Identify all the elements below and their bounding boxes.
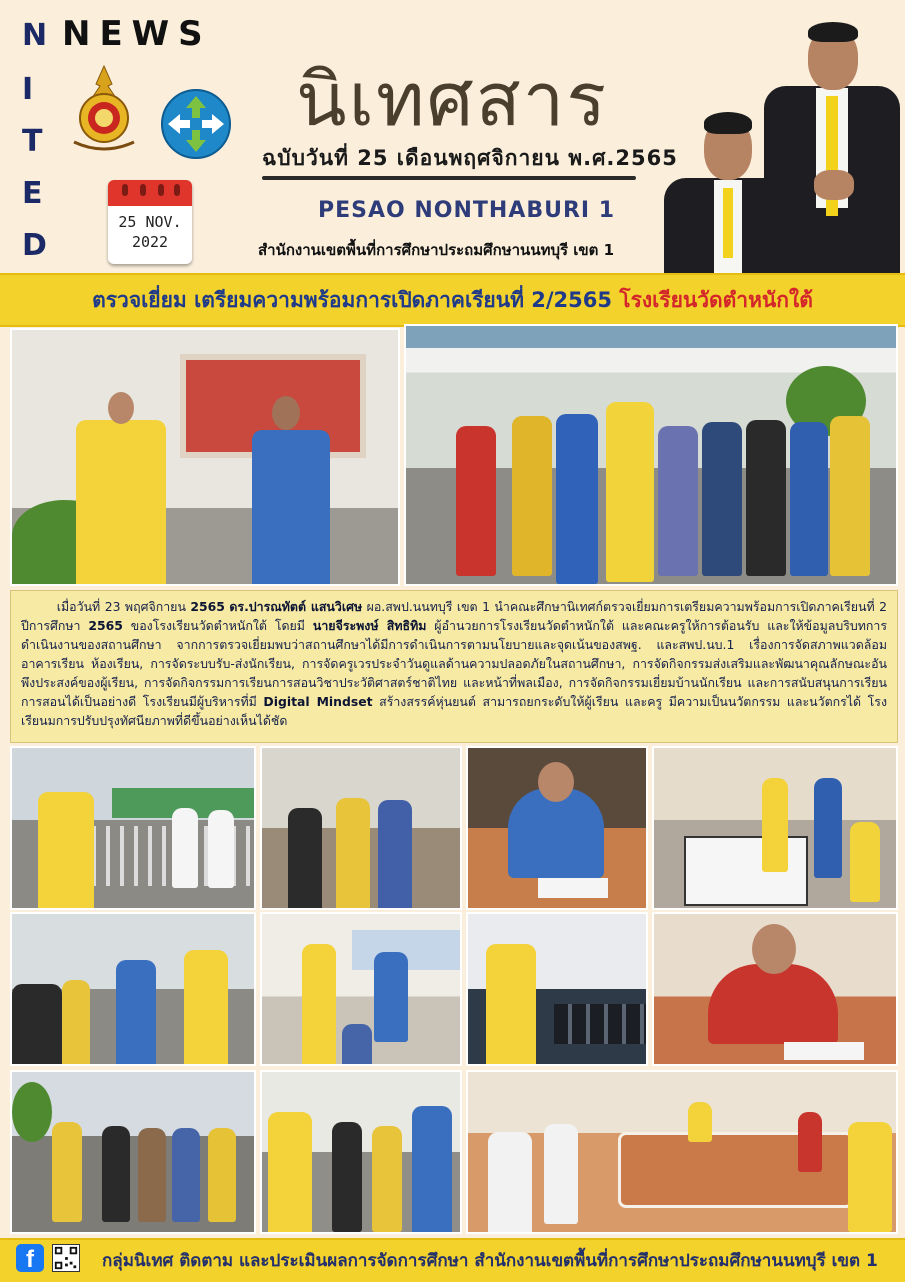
article-body bbox=[10, 590, 898, 743]
photo-grid-5 bbox=[10, 912, 256, 1066]
photo-grid-7 bbox=[466, 912, 648, 1066]
article-digital-mindset: Digital Mindset bbox=[263, 694, 373, 709]
photo-grid-11 bbox=[466, 1070, 898, 1234]
newsletter-title: นิเทศสาร bbox=[296, 57, 609, 143]
photo-grid-9 bbox=[10, 1070, 256, 1234]
photo-grid-10 bbox=[260, 1070, 462, 1234]
issue-date: ฉบับวันที่ 25 เดือนพฤศจิกายน พ.ศ.2565 bbox=[262, 146, 678, 170]
side-letter-t: T bbox=[22, 124, 43, 159]
article-principal-name: นายจีระพงษ์ สิทธิทิม bbox=[312, 618, 427, 633]
side-letter-i: I bbox=[22, 72, 34, 107]
obec-emblem-icon bbox=[64, 64, 144, 152]
title-divider bbox=[262, 176, 636, 180]
photo-grid-4 bbox=[652, 746, 898, 910]
article-text: ผู้อำนวยการโรงเรียนวัดตำหนักใต้ และคณะครูให้การต้อนรับ และให้ข้อมูลบริบทการดำเนินงานของสถานศึกษา จากการตรวจเยี่ยมพบว่าสถานศึกษาได้มีการดำเนินการตามนโยบายและจุดเน้นของสพฐ. และสพป.นบ.1 เรื่องการจัดสภาพแวดล้อม อาคารเรียน ห้องเรียน, การจัดระบบรับ-ส่งนักเรียน, การจัดครูเวรประจำวันดูแลด้านความปลอดภัยในสถานศึกษา, การจัดกิจกรรมส่งเสริมและพัฒนาคุณลักษณะอันพึงประสงค์ของผู้เรียน, การจัดกิจกรรมการเรียนการสอนวิชาประวัติศาสตร์ชาติไทย และหน้าที่พลเมือง, การจัดกิจกรรมเยี่ยมบ้านนักเรียน และการสนับสนุนการเรียนการสอนได้เป็นอย่างดี โรงเรียนมีผู้บริหารที่มี bbox=[21, 618, 887, 709]
org-name-th: สำนักงานเขตพื้นที่การศึกษาประถมศึกษานนทบุรี เขต 1 bbox=[258, 241, 615, 259]
qr-code-icon[interactable] bbox=[52, 1244, 80, 1272]
article-text: สร้างสรรค์หุ่นยนต์ สามารถยกระดับให้ผู้เรียน และครู มีความเป็นนวัตกรรม และนวัตกรได้ โรงเรียนมการปรับปรุงทัศนียภาพที่ดีขึ้นอย่างเห็นได้ชัด bbox=[21, 694, 887, 728]
photo-grid-6 bbox=[260, 912, 462, 1066]
org-name-en: PESAO NONTHABURI 1 bbox=[318, 198, 616, 223]
article-director-name: ดร.ปารณทัตต์ แสนวิเศษ bbox=[229, 599, 363, 614]
side-letter-e: E bbox=[22, 176, 43, 211]
side-letter-d: D bbox=[22, 228, 47, 263]
calendar-icon bbox=[108, 180, 192, 264]
news-label: NEWS bbox=[62, 14, 212, 54]
article-text: ของโรงเรียนวัดตำหนักใต้ โดยมี bbox=[122, 618, 313, 633]
photo-courtyard-talk bbox=[10, 328, 400, 586]
facebook-icon[interactable]: f bbox=[16, 1244, 44, 1272]
headline-banner bbox=[0, 273, 905, 327]
photo-grid-3 bbox=[466, 746, 648, 910]
photo-grid-8 bbox=[652, 912, 898, 1066]
official-portrait-2 bbox=[762, 20, 902, 273]
calendar-year: 2022 bbox=[131, 233, 169, 251]
article-text: ผอ.สพป.นนทบุรี เขต 1 นำคณะศึกษานิเทศก์ตรวจเยี่ยมการเตรียมความพร้อมการเปิดภาคเรียนที่ 2 ปีการศึกษา bbox=[21, 599, 887, 633]
side-letter-n: N bbox=[22, 18, 48, 53]
photo-grid-2 bbox=[260, 746, 462, 910]
article-text: เมื่อวันที่ 23 พฤศจิกายน bbox=[56, 599, 191, 614]
article-year: 2565 bbox=[190, 599, 225, 614]
footer-text: กลุ่มนิเทศ ติดตาม และประเมินผลการจัดการศึกษา สำนักงานเขตพื้นที่การศึกษาประถมศึกษานนทบุรี เขต 1 bbox=[102, 1251, 878, 1271]
four-arrows-logo-icon bbox=[160, 88, 232, 160]
photo-group-portrait bbox=[404, 324, 898, 586]
article-year: 2565 bbox=[88, 618, 123, 633]
photo-grid-1 bbox=[10, 746, 256, 910]
calendar-date: 25 NOV. bbox=[118, 213, 182, 231]
headline-main: ตรวจเยี่ยม เตรียมความพร้อมการเปิดภาคเรียนที่ 2/2565 bbox=[92, 288, 612, 312]
headline-school: โรงเรียนวัดตำหนักใต้ bbox=[619, 288, 813, 312]
